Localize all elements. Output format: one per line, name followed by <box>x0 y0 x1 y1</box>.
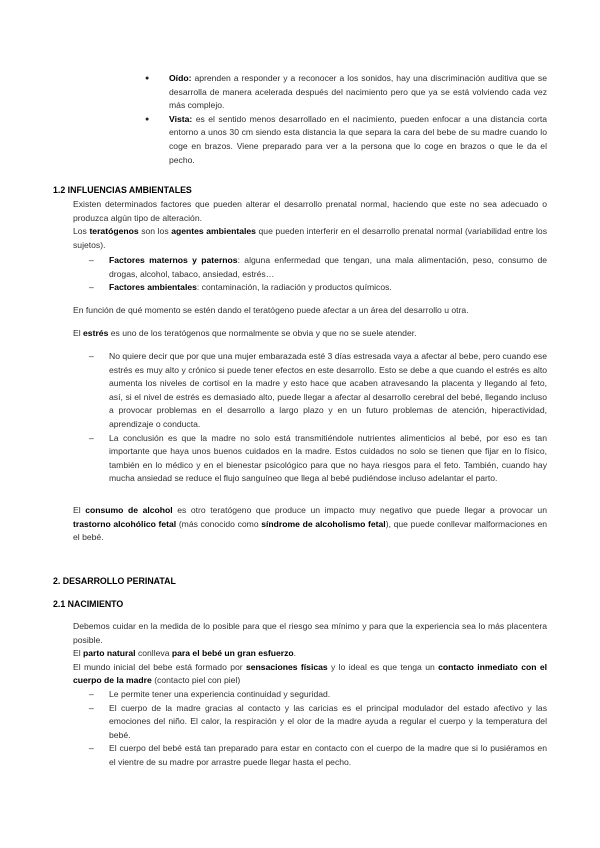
intro-paragraph: Existen determinados factores que pueden alterar el desarrollo prenatal normal, haciendo que este no sea adecuado o produzca algún tipo de alteración. Los teratógenos son los agentes ambientales que pueden interferir en el desarrollo prenatal normal (variabilidad entre los sujetos). <box>73 199 548 250</box>
birth-points-list <box>89 688 547 770</box>
list-item: – No quiere decir que por que una mujer embarazada esté 3 días estresada vaya a afectar al bebe, pero cuando ese estrés es muy alto y crónico si puede tener efectos en este desarrollo. Esto se debe a que cuando el estrés es alto aumenta los niveles de cortisol en la madre y esto hace que acaben atravesando la placenta y llegando al feto, así, si el nivel de estrés es demasiado alto, puede llegar a afectar al desarrollo cerebral del bebé, llegando incluso a provocar problemas en el desarrollo a largo plazo y en un futuro problemas de atención, hiperactividad, aprendizaje o conducta. <box>89 350 547 432</box>
list-item: ● Oído: aprenden a responder y a reconocer a los sonidos, hay una discriminación auditiva que se desarrolla de manera acelerada después del nacimiento pero que ya se está volviendo cada vez más complejo. <box>145 72 547 113</box>
section-2-1-heading: 2.1 NACIMIENTO <box>53 599 124 609</box>
moment-paragraph: En función de qué momento se estén dando el teratógeno puede afectar a un área del desarrollo u otra. <box>73 305 469 315</box>
alcohol-paragraph: El consumo de alcohol es otro teratógeno que produce un impacto muy negativo que puede llegar a provocar un trastorno alcohólico fetal (más conocido como síndrome de alcoholismo fetal), que puede conllevar malformaciones en el bebé. <box>73 505 547 543</box>
list-item: – Le permite tener una experiencia continuidad y seguridad. <box>89 688 547 702</box>
stress-paragraph: El estrés es uno de los teratógenos que normalmente se obvia y que no se suele atender. <box>73 328 417 338</box>
senses-bullet-list <box>145 72 547 167</box>
birth-paragraph: Debemos cuidar en la medida de lo posible para que el riesgo sea mínimo y para que la experiencia sea lo más placentera posible. El parto natural conlleva para el bebé un gran esfuerzo. El mundo inicial del bebe está formado por sensaciones físicas y lo ideal es que tenga un contacto inmediato con el cuerpo de la madre (contacto piel con piel) <box>73 621 547 686</box>
list-item: – El cuerpo de la madre gracias al contacto y las caricias es el principal modulador del estado afectivo y las emociones del niño. El calor, la respiración y el olor de la madre ayuda a regular el cuerpo y la temperatura del bebé. <box>89 702 547 743</box>
list-item: – La conclusión es que la madre no solo está transmitiéndole nutrientes alimenticios al bebé, por eso es tan importante que haya unos buenos cuidados en la madre. Estos cuidados no solo se tienen que fijar en lo físico, también en lo médico y en el bienestar psicológico para que no haya riesgos para el feto. También, cuando hay mucha ansiedad se reduce el flujo sanguíneo que llega al bebé pudiéndose incluso adelantar el parto. <box>89 432 547 486</box>
list-item: ● Vista: es el sentido menos desarrollado en el nacimiento, pueden enfocar a una distancia corta entorno a unos 30 cm siendo esta distancia la que separa la cara del bebe de su madre cuando lo coge en brazos. Viene preparado para ver a la persona que lo coge en brazos o que le da el pecho. <box>145 113 547 167</box>
section-1-2-heading: 1.2 INFLUENCIAS AMBIENTALES <box>53 185 192 195</box>
section-2-heading: 2. DESARROLLO PERINATAL <box>53 576 176 586</box>
list-item: – El cuerpo del bebé está tan preparado para estar en contacto con el cuerpo de la madre que si lo pusiéramos en el vientre de su madre por arrastre puede llegar hasta el pecho. <box>89 742 547 769</box>
stress-points-list <box>89 350 547 486</box>
list-item: – Factores maternos y paternos: alguna enfermedad que tengan, una mala alimentación, peso, consumo de drogas, alcohol, tabaco, ansiedad, estrés… <box>89 254 547 281</box>
list-item: – Factores ambientales: contaminación, la radiación y productos químicos. <box>89 281 547 295</box>
factors-list <box>89 254 547 295</box>
